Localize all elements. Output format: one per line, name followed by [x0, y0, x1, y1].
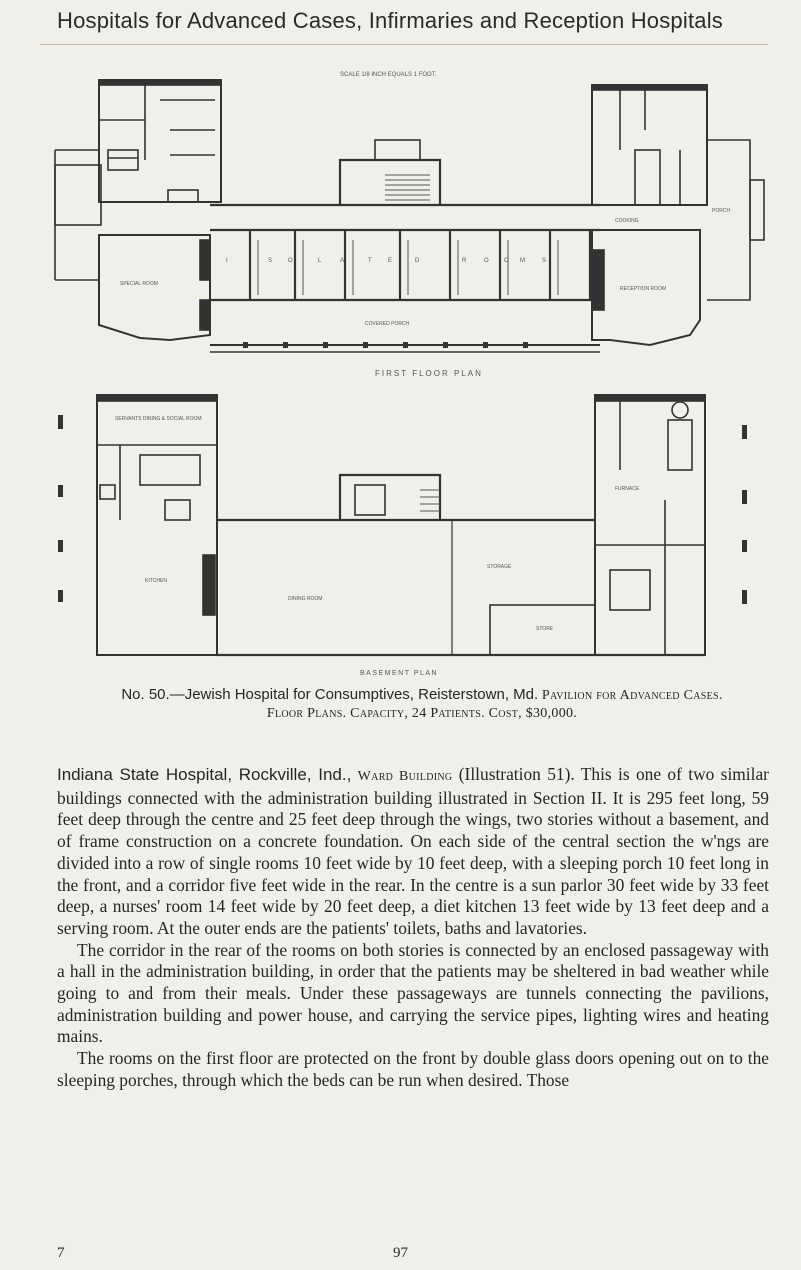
lead-subheading: Ward Building: [357, 769, 453, 784]
floor-plans-drawing: [0, 50, 801, 680]
figure-caption: [62, 686, 782, 723]
reception-room-label: RECEPTION ROOM: [620, 286, 667, 292]
svg-text:I: I: [226, 258, 228, 264]
svg-text:L: L: [318, 258, 322, 264]
svg-text:O: O: [484, 258, 489, 264]
dining-room-label: DINING ROOM: [288, 596, 323, 602]
caption-details: Floor Plans. Capacity, 24 Patients. Cost, $30,000.: [266, 706, 578, 721]
page-header: [0, 0, 801, 50]
scale-note: SCALE 1/8 INCH EQUALS 1 FOOT.: [340, 72, 437, 78]
paragraph-1-text: (Illustration 51). This is one of two similar buildings connected with the administration building illustrated in Section II. It is 295 feet long, 59 feet deep through the centre and 25 feet deep through the wings, two stories without a basement, and of frame construction on a concrete foundation. On each side of the central section the w'ngs are divided into a row of single rooms 10 feet wide by 10 feet deep, with a sleeping porch 10 feet long in the front, and a corridor five feet wide in the rear. In the centre is a sun parlor 30 feet wide by 33 feet deep, a nurses' room 14 feet wide by 20 feet deep, a diet kitchen 13 feet wide by 13 feet deep and a serving room. At the outer ends are the patients' toilets, baths and lavatories.: [57, 764, 769, 938]
svg-text:S: S: [542, 258, 547, 264]
paragraph-3: The rooms on the first floor are protected on the front by double glass doors opening out on to the sleeping porches, through which the beds can be run when desired. Those: [57, 1048, 769, 1090]
svg-text:D: D: [415, 258, 420, 264]
first-floor-title: FIRST FLOOR PLAN: [375, 369, 483, 378]
caption-pavilion: Pavilion for Advanced Cases.: [541, 688, 723, 703]
header-rule: [40, 44, 768, 45]
svg-text:O: O: [288, 258, 293, 264]
folio-left: 7: [57, 1245, 65, 1261]
svg-text:T: T: [368, 258, 372, 264]
body-text: [57, 764, 769, 1092]
kitchen-label: KITCHEN: [145, 578, 167, 584]
porch-label: PORCH: [712, 208, 731, 214]
isolated-rooms-letters: [226, 258, 546, 264]
storage-label: STORAGE: [487, 564, 512, 570]
svg-text:O: O: [504, 258, 509, 264]
page-number: 97: [393, 1245, 408, 1261]
basement-title: BASEMENT PLAN: [360, 670, 439, 677]
svg-text:M: M: [520, 258, 525, 264]
covered-porch-label: COVERED PORCH: [365, 321, 410, 327]
paragraph-2: The corridor in the rear of the rooms on both stories is connected by an enclosed passageway with a hall in the administration building, in order that the patients may be sheltered in bad weather while going to and from their meals. Under these passageways are tunnels connecting the pavilions, administration building and power house, and carrying the service pipes, lighting wires and heating mains.: [57, 939, 769, 1047]
furnace-label: FURNACE: [615, 486, 640, 492]
special-room-label: SPECIAL ROOM: [120, 281, 158, 287]
paragraph-1: [57, 764, 769, 940]
caption-number: No. 50.: [121, 686, 170, 703]
svg-text:R: R: [462, 258, 467, 264]
svg-text:S: S: [268, 258, 273, 264]
lead-heading: Indiana State Hospital, Rockville, Ind.,: [57, 765, 352, 784]
svg-text:E: E: [388, 258, 393, 264]
running-head: Hospitals for Advanced Cases, Infirmaries and Reception Hospitals: [57, 8, 723, 33]
servants-label: SERVANTS DINING & SOCIAL ROOM: [115, 416, 202, 422]
caption-hospital: —Jewish Hospital for Consumptives, Reisterstown, Md.: [169, 686, 539, 703]
store-label: STORE: [536, 626, 554, 632]
cooking-label: COOKING: [615, 218, 639, 224]
svg-text:A: A: [340, 258, 345, 264]
